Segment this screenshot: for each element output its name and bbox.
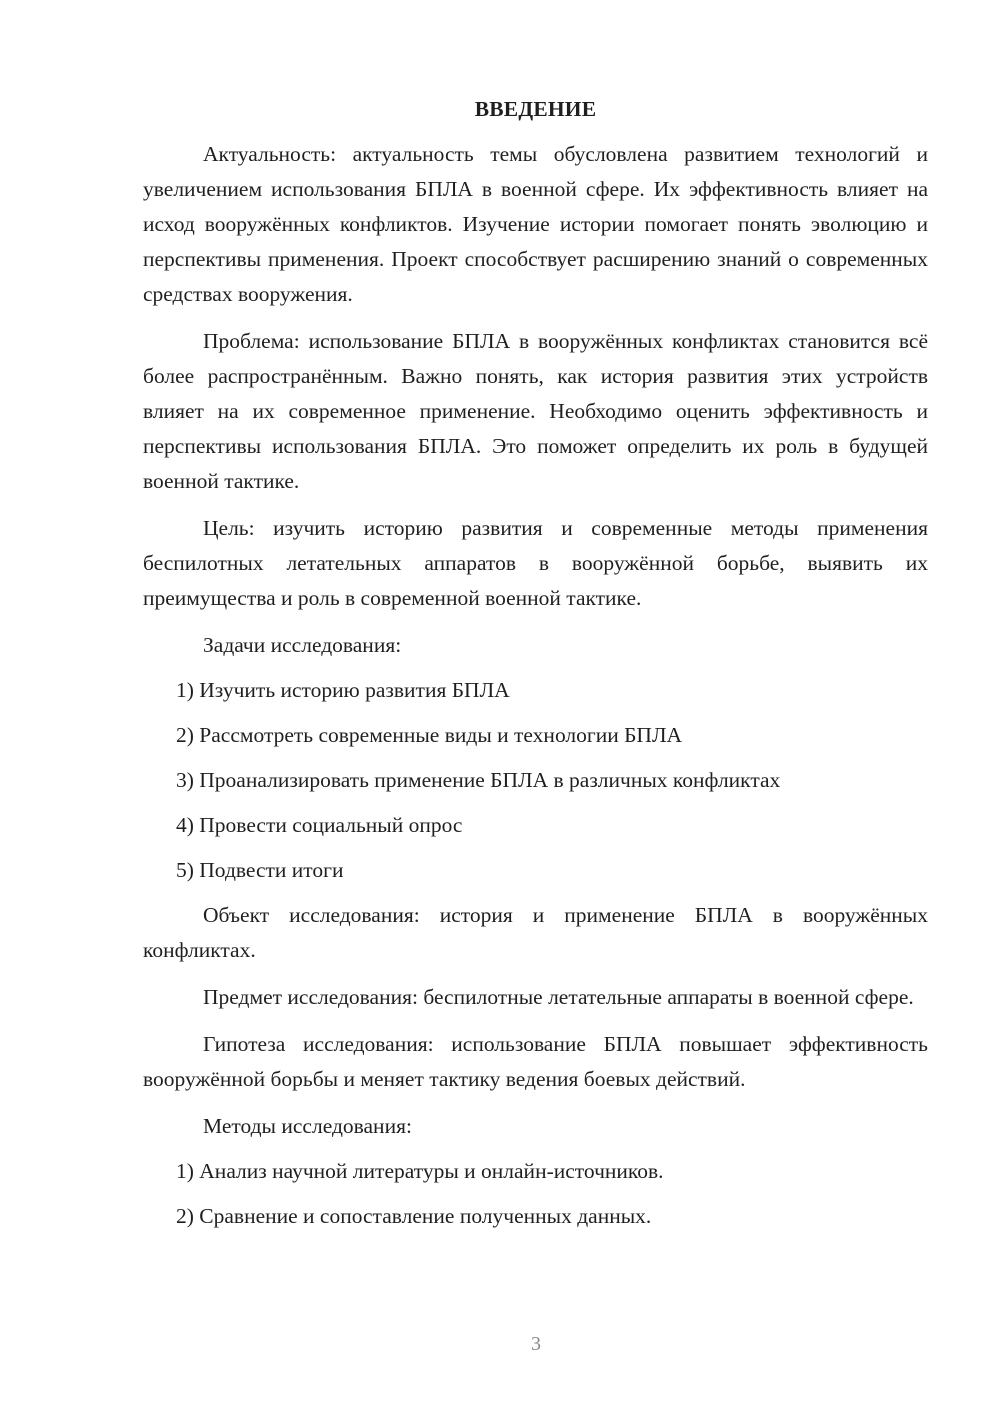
task-item: 4) Провести социальный опрос xyxy=(176,813,463,837)
task-item: 3) Проанализировать применение БПЛА в различных конфликтах xyxy=(176,768,781,792)
method-item: 1) Анализ научной литературы и онлайн-источников. xyxy=(176,1159,664,1183)
methods-list xyxy=(143,1154,928,1234)
subject-paragraph: Предмет исследования: беспилотные летательные аппараты в военной сфере. xyxy=(203,985,914,1009)
task-item: 5) Подвести итоги xyxy=(176,858,344,882)
task-item: 2) Рассмотреть современные виды и технологии БПЛА xyxy=(176,723,683,747)
page-title: ВВЕДЕНИЕ xyxy=(474,97,597,121)
hypothesis-paragraph: Гипотеза исследования: использование БПЛА повышает эффективность вооружённой борьбы и меняет тактику ведения боевых действий. xyxy=(143,1032,928,1091)
relevance-paragraph: Актуальность: актуальность темы обусловлена развитием технологий и увеличением использования БПЛА в военной сфере. Их эффективность влияет на исход вооружённых конфликтов. Изучение истории помогает понять эволюцию и перспективы применения. Проект способствует расширению знаний о современных средствах вооружения. xyxy=(143,142,928,306)
task-item: 1) Изучить историю развития БПЛА xyxy=(176,678,510,702)
object-paragraph: Объект исследования: история и применение БПЛА в вооружённых конфликтах. xyxy=(143,903,928,962)
page-content xyxy=(143,92,928,1244)
problem-paragraph: Проблема: использование БПЛА в вооружённых конфликтах становится всё более распространённым. Важно понять, как история развития этих устройств влияет на их современное применение. Необходимо оценить эффективность и перспективы использования БПЛА. Это поможет определить их роль в будущей военной тактике. xyxy=(143,329,928,493)
method-item: 2) Сравнение и сопоставление полученных данных. xyxy=(176,1204,652,1228)
methods-heading: Методы исследования: xyxy=(203,1114,412,1138)
page-number: 3 xyxy=(531,1333,541,1355)
goal-paragraph: Цель: изучить историю развития и современные методы применения беспилотных летательных аппаратов в вооружённой борьбе, выявить их преимущества и роль в современной военной тактике. xyxy=(143,516,928,610)
tasks-heading: Задачи исследования: xyxy=(203,633,402,657)
tasks-list xyxy=(143,673,928,888)
